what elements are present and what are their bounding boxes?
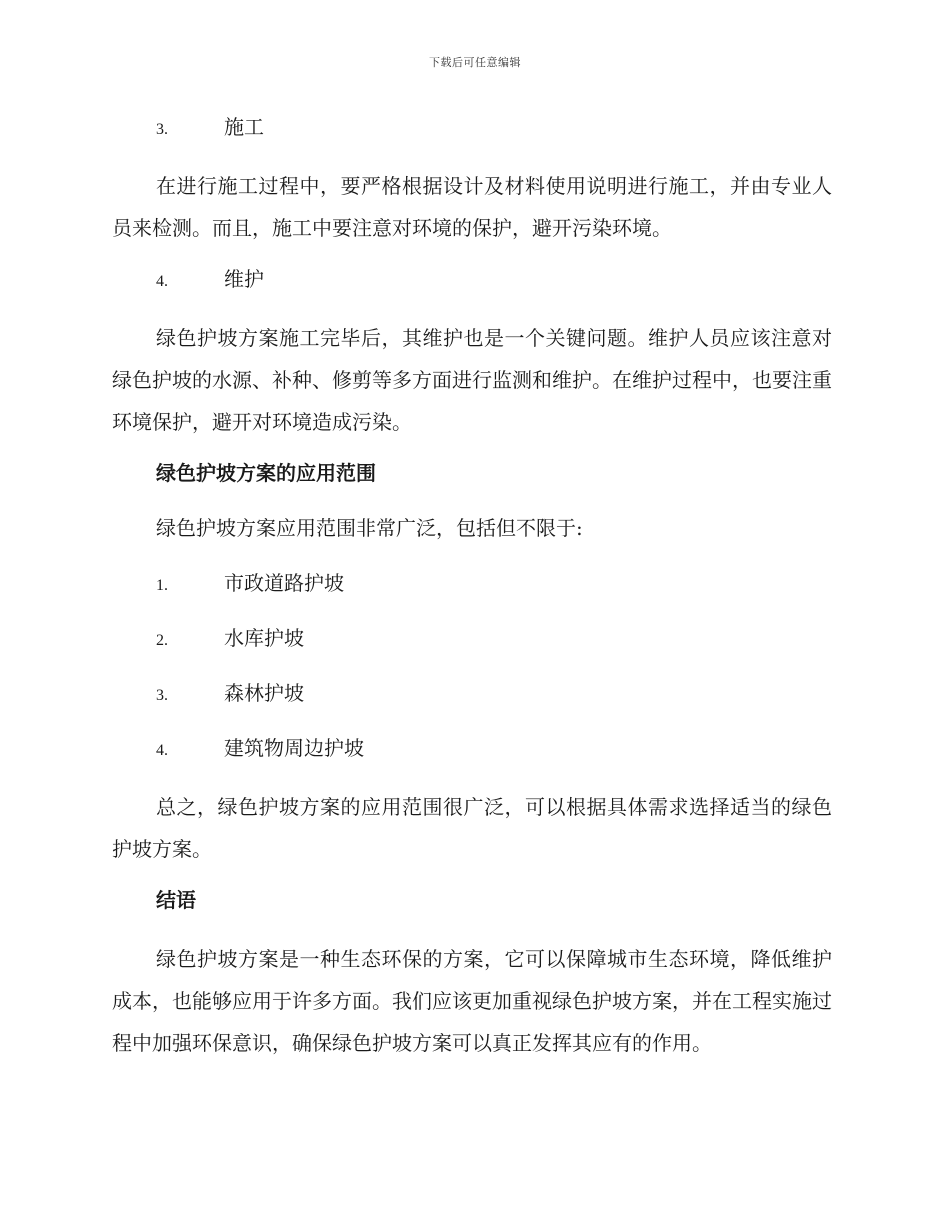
scope-summary: 总之，绿色护坡方案的应用范围很广泛，可以根据具体需求选择适当的绿色护坡方案。 (112, 795, 832, 861)
conclusion-heading: 结语 (156, 888, 196, 912)
list-number: 2. (156, 632, 168, 649)
scope-intro: 绿色护坡方案应用范围非常广泛，包括但不限于: (156, 516, 583, 540)
list-number: 4. (156, 742, 168, 759)
scope-item (112, 676, 832, 710)
list-text: 建筑物周边护坡 (224, 736, 364, 760)
scope-heading: 绿色护坡方案的应用范围 (156, 461, 376, 485)
construction-paragraph: 在进行施工过程中，要严格根据设计及材料使用说明进行施工，并由专业人员来检测。而且，施工中要注意对环境的保护，避开污染环境。 (112, 174, 832, 240)
maintenance-paragraph: 绿色护坡方案施工完毕后，其维护也是一个关键问题。维护人员应该注意对绿色护坡的水源、补种、修剪等多方面进行监测和维护。在维护过程中，也要注重环境保护，避开对环境造成污染。 (112, 326, 832, 434)
list-number: 1. (156, 577, 168, 594)
list-text: 施工 (224, 115, 264, 139)
page-header: 下载后可任意编辑 (429, 56, 521, 69)
list-number: 3. (156, 121, 168, 138)
list-text: 市政道路护坡 (224, 571, 344, 595)
list-text: 维护 (224, 267, 264, 291)
list-number: 4. (156, 273, 168, 290)
scope-item (112, 566, 832, 600)
scope-item (112, 621, 832, 655)
scope-item (112, 731, 832, 765)
document-body (112, 110, 832, 1077)
list-number: 3. (156, 687, 168, 704)
section-construction-title (112, 110, 832, 144)
list-text: 森林护坡 (224, 681, 304, 705)
list-text: 水库护坡 (224, 626, 304, 650)
section-maintenance-title (112, 262, 832, 296)
conclusion-paragraph: 绿色护坡方案是一种生态环保的方案，它可以保障城市生态环境，降低维护成本，也能够应用于许多方面。我们应该更加重视绿色护坡方案，并在工程实施过程中加强环保意识，确保绿色护坡方案可以真正发挥其应有的作用。 (112, 947, 832, 1055)
